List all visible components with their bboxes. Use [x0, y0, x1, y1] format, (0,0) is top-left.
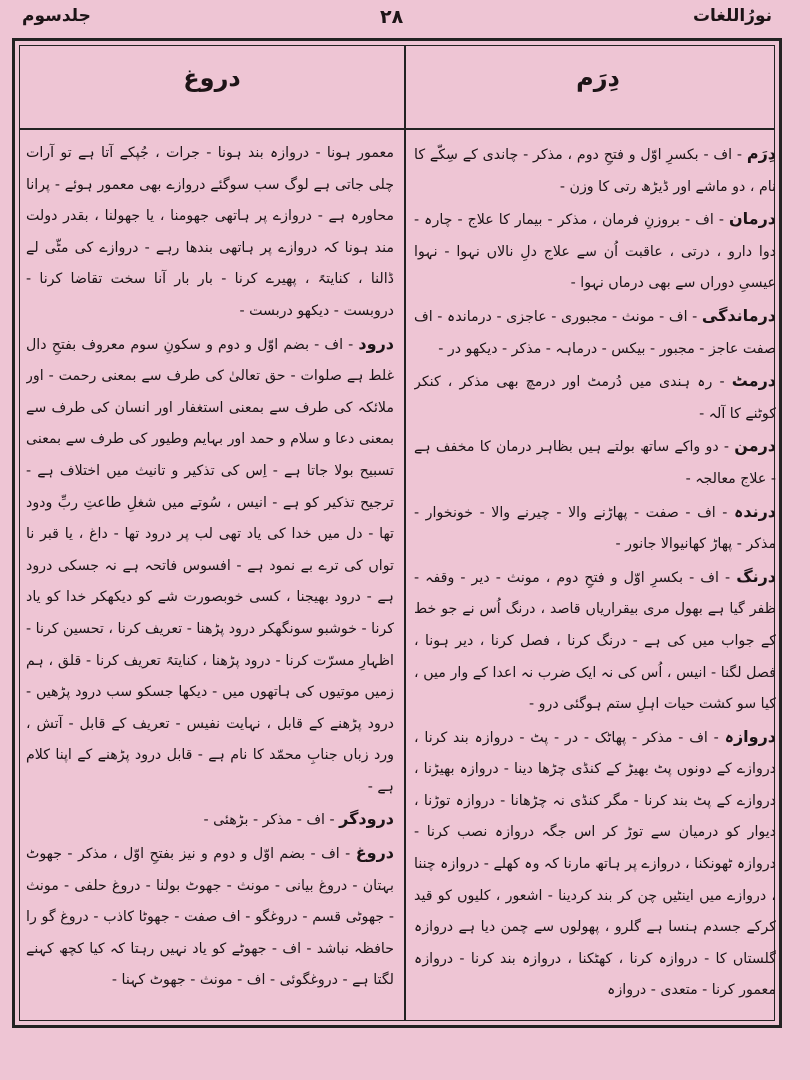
entry-headword: درودگر [339, 809, 394, 829]
entry-headword: درود [358, 333, 394, 353]
right-column-text [414, 138, 776, 1018]
entry-definition: - اف - بروزنِ فرمان ، مذکر - بیمار کا علاج - چارہ - دوا دارو ، درتی ، عاقبت اُن سے علاج دلِ نالاں نہوا - نہوا عیسیِ دوراں سے بھی درماں نہوا - [414, 212, 776, 292]
entry-headword: درماندگی [701, 305, 776, 325]
page-number: ۲۸ [380, 6, 404, 28]
entry-definition: - اف - مذکر - پھاٹک - در - پٹ - دروازہ بند کرنا ، دروازے کے دونوں پٹ بھیڑ کے کنڈی چڑھا دینا - دروازہ بھیڑنا ، دروازے کے پٹ بند کرنا - مگر کنڈی نہ چڑھانا - دروازہ توڑنا ، دیوار کو درمیان سے توڑ کر اس جگہ دروازہ نصب کرنا - دروازہ ٹھونکنا ، دروازے پر ہاتھ مارنا کہ وہ کھلے - دروازہ چننا ، دروازے میں اینٹیں چن کر بند کردینا - اشعور ، کلیوں کو قید کرکے جسدم ہنسا ہے گلرو ، پھولوں سے چمن دیا ہے دروازہ گلستاں کا - دروازہ کرنا ، کھٹکنا ، دروازہ بند کرنا - دروازہ معمور کرنا - متعدی - دروازہ [414, 729, 776, 999]
entry-paragraph [414, 496, 776, 561]
entry-headword: دروغ [355, 843, 394, 863]
column-divider [404, 46, 406, 1020]
page-frame-inner [19, 45, 775, 1021]
entry-definition: - دو واکے ساتھ بولتے ہیں بظاہر درمان کا مخفف ہے - علاج معالجہ - [414, 439, 776, 487]
entry-definition: معمور ہونا - دروازہ بند ہونا - جرات ، جُپکے آتا ہے تو آرات چلی جاتی ہے لوگ سب سوگئے دروازے بھی معمور ہوئے - پرانا محاورہ ہے - دروازے پر ہاتھی جھومنا ، یا جھولنا ، بقدر دولت مند ہونا کہ دروازے پر ہاتھی بندھا رہے - دروازے کی مٹّی لے ڈالنا ، کنایتہً ، پھیرے کرنا - بار بار آنا سخت تقاضا کرنا - دروبست - دیکھو دربست - [26, 145, 394, 319]
entry-paragraph [414, 203, 776, 300]
entry-headword: درمٹ [731, 371, 776, 391]
title-rule [20, 128, 774, 130]
entry-definition: - اف - صفت - پھاڑنے والا - چیرنے والا - خونخوار - مذکر - پھاڑ کھانیوالا جانور - [414, 504, 776, 553]
entry-paragraph [414, 430, 776, 495]
left-column-title: دروغ [183, 64, 241, 92]
book-title: نورُاللغات [692, 6, 772, 26]
entry-paragraph [414, 300, 776, 365]
entry-paragraph [414, 561, 776, 721]
entry-definition: - اف - بضم اوّل و دوم و نیز بفتحِ اوّل ، مذکر - جھوٹ بہتان - دروغ بیانی - مونث - جھوٹ بولنا - دروغ حلفی - مونث - جھوٹی قسم - دروغگو - اف صفت - جھوٹا کاذب - دروغ گو را حافظہ نباشد - اف - جھوٹے کو یاد نہیں رہتا کہ کیا کچھ کہنے لگتا ہے - دروغگوئی - اف - مونث - جھوٹ کہنا - [26, 846, 394, 989]
entry-definition: - اف - بضم اوّل و دوم و سکونِ سوم معروف بفتحِ دال غلط ہے صلوات - حق تعالیٰ کی طرف سے بمعنی رحمت - اور ملائکہ کی طرف سے بمعنی استغفار اور انسان کی طرف سے بمعنی دعا و سلام و حمد اور بہایم وطیور کی طرف سے بمعنی تسبیح بولا جاتا ہے - اِس کی تذکیر و تانیث میں اختلاف ہے - ترجیح تذکیر کو ہے - انیس ، سُوتے میں شغلِ طاعتِ ربِّ ودود تھا - دل میں خدا کی یاد تھی لب پر درود تھا - داغ ، یا قبر نا تواں کی ترے بے نمود ہے - افسوس فاتحہ ہے نہ جسکی درود ہے - درود بھیجنا ، کسی خوبصورت شے کو دیکھکر خدا کو یاد کرنا - خوشبو سونگھکر درود پڑھنا - تعریف کرنا ، تحسین کرنا - اظہارِ مسرّت کرنا - درود پڑھنا ، کنایتہً تعریف کرنا - قلق ، ہم زمیں موتیوں کی ہاتھوں میں - دیکھا جسکو سب درود پڑھیں - درود پڑھنے کے قابل ، نہایت نفیس - تعریف کے قابل - آتش ، ورد زباں جنابِ محمّد کا نام ہے - قابل درود پڑھنے کے اپنا کلام ہے - [26, 336, 394, 795]
entry-definition: - اف - بکسرِ اوّل و فتحِ دوم ، مذکر - چاندی کے سِکّے کا نام ، دو ماشے اور ڈیڑھ رتی کا وزن - [414, 147, 776, 195]
entry-definition: - رہ ہندی میں دُرمٹ اور درمچ بھی مذکر ، کنکر کوٹنے کا آلہ - [414, 374, 776, 422]
entry-definition: - اف - مونث - مجبوری - عاجزی - درماندہ - اف صفت عاجز - مجبور - بیکس - درماہہ - مذکر - دیکھو در - [414, 308, 776, 357]
entry-definition: - اف - بکسرِ اوّل و فتحِ دوم ، مونث - دیر - وقفہ - ظفر گیا ہے بھول مری بیقراریاں قاصد ، درنگ اُس نے جو خط کے جواب میں کی ہے - درنگ کرنا ، فصل کرنا ، دیر ہونا ، فصل لگنا - انیس ، اُس کی نہ ایک ضرب نہ اعدا کے وار میں ، کیا سو کشت حیات اہلِ ستم ہوگئی درو - [414, 569, 776, 713]
page-header [0, 0, 810, 38]
entry-headword: درمان [729, 209, 776, 229]
entry-paragraph [414, 721, 776, 1007]
volume-label: جلدسوم [22, 6, 91, 26]
page-frame [12, 38, 782, 1028]
entry-paragraph [414, 138, 776, 203]
entry-paragraph [26, 837, 394, 997]
entry-headword: درمن [734, 436, 776, 456]
entry-paragraph [26, 328, 394, 804]
entry-definition: - اف - مذکر - بڑھئی - [203, 812, 340, 829]
left-column-text [26, 138, 394, 1018]
entry-paragraph [26, 138, 394, 328]
entry-headword: دروازہ [724, 726, 776, 746]
entry-paragraph [26, 803, 394, 837]
entry-headword: دِرَم [746, 144, 776, 163]
entry-headword: درندہ [733, 501, 776, 521]
entry-paragraph [414, 365, 776, 430]
entry-headword: درنگ [736, 566, 776, 586]
right-column-title: دِرَم [576, 64, 620, 92]
